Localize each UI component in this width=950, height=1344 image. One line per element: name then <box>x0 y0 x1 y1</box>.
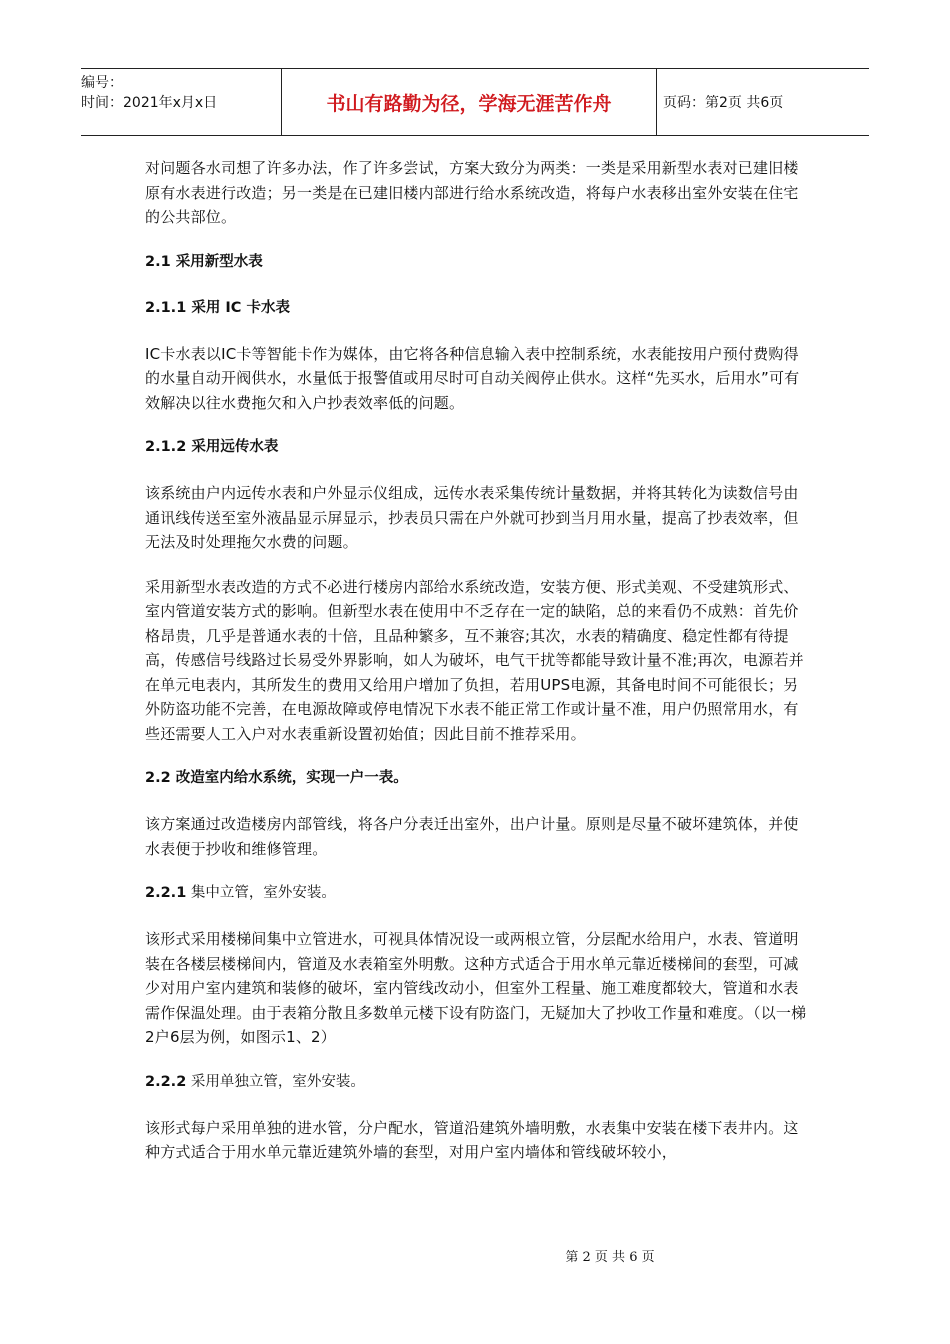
serial-label: 编号： <box>81 75 123 91</box>
paragraph-2-2-1: 该形式采用楼梯间集中立管进水，可视具体情况设一或两根立管，分层配水给用户，水表、管道明装在各楼层楼梯间内，管道及水表箱室外明敷。这种方式适合于用水单元靠近楼梯间的套型，可减少对用户室内建筑和装修的破坏，室内管线改动小，但室外工程量、施工难度都较大，管道和水表需作保温处理。由于表箱分散且多数单元楼下设有防盗门，无疑加大了抄收工作量和难度。（以一梯2户6层为例，如图示1、2） <box>145 930 807 1046</box>
heading-2-1-1: 2.1.1 采用 IC 卡水表 <box>145 299 290 316</box>
heading-2-2-1-text: 集中立管，室外安装。 <box>190 885 336 901</box>
paragraph-intro: 对问题各水司想了许多办法，作了许多尝试，方案大致分为两类：一类是采用新型水表对已建旧楼原有水表进行改造；另一类是在已建旧楼内部进行给水系统改造，将每户水表移出室外安装在住宅的公共部位。 <box>145 159 799 226</box>
header-meta <box>81 69 281 135</box>
heading-2-2-2 <box>145 1070 810 1094</box>
page-header <box>81 68 869 136</box>
paragraph-2-2-2: 该形式每户采用单独的进水管，分户配水，管道沿建筑外墙明敷，水表集中安装在楼下表井内。这种方式适合于用水单元靠近建筑外墙的套型，对用户室内墙体和管线破坏较小， <box>145 1118 799 1161</box>
paragraph-ic-meter: IC卡水表以IC卡等智能卡作为媒体，由它将各种信息输入表中控制系统，水表能按用户预付费购得的水量自动开阀供水，水量低于报警值或用尽时可自动关阀停止供水。这样“先买水，后用水”可有效解决以往水费拖欠和入户抄表效率低的问题。 <box>145 344 800 412</box>
page-footer: 第 2 页 共 6 页 <box>565 1250 655 1265</box>
paragraph-new-meter-evaluation: 采用新型水表改造的方式不必进行楼房内部给水系统改造，安装方便、形式美观、不受建筑形式、室内管道安装方式的影响。但新型水表在使用中不乏存在一定的缺陷，总的来看仍不成熟：首先价格昂贵，几乎是普通水表的十倍，且品种繁多，互不兼容;其次，水表的精确度、稳定性都有待提高，传感信号线路过长易受外界影响，如人为破坏，电气干扰等都能导致计量不准;再次，电源若并在单元电表内，其所发生的费用又给用户增加了负担，若用UPS电源，其备电时间不可能很长；另外防盗功能不完善，在电源故障或停电情况下水表不能正常工作或计量不准，用户仍照常用水，有些还需要人工入户对水表重新设置初始值；因此目前不推荐采用。 <box>145 577 804 743</box>
heading-2-2-2-text: 采用单独立管，室外安装。 <box>190 1073 365 1090</box>
paragraph-2-2: 该方案通过改造楼房内部管线，将各户分表迁出室外，出户计量。原则是尽量不破坏建筑体，并使水表便于抄收和维修管理。 <box>145 815 799 858</box>
heading-2-1-2: 2.1.2 采用远传水表 <box>145 439 279 455</box>
time-label: 时间：2021年x月x日 <box>81 95 218 111</box>
heading-2-2-1 <box>145 881 810 905</box>
heading-2-2: 2.2 改造室内给水系统，实现一户一表。 <box>145 770 408 786</box>
heading-2-2-1-number: 2.2.1 <box>145 885 187 901</box>
header-motto: 书山有路勤为径，学海无涯苦作舟 <box>281 69 657 135</box>
paragraph-remote-meter: 该系统由户内远传水表和户外显示仪组成，远传水表采集传统计量数据，并将其转化为读数信号由通讯线传送至室外液晶显示屏显示，抄表员只需在户外就可抄到当月用水量，提高了抄表效率，但无法及时处理拖欠水费的问题。 <box>145 484 799 551</box>
document-body <box>145 156 810 1185</box>
header-page-number: 页码：第2页 共6页 <box>663 95 784 111</box>
heading-2-2-2-number: 2.2.2 <box>145 1073 187 1090</box>
heading-2-1: 2.1 采用新型水表 <box>145 253 263 270</box>
